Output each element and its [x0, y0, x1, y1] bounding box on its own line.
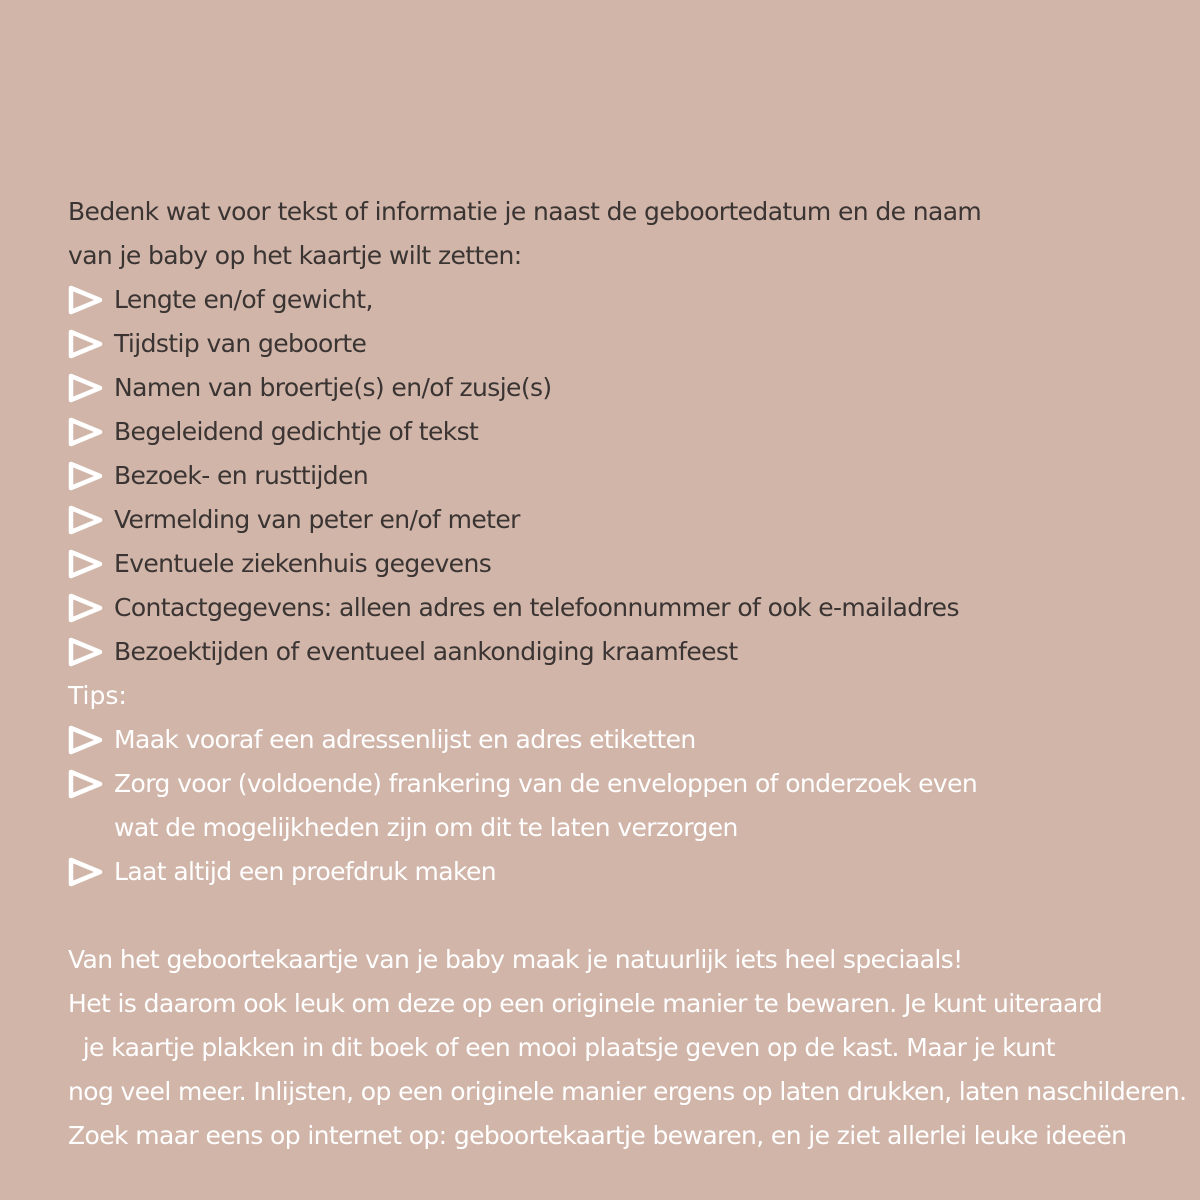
list-item	[68, 322, 1178, 366]
triangle-arrow-icon	[68, 329, 104, 359]
tips-heading: Tips:	[68, 681, 127, 710]
list-item-continuation: wat de mogelijkheden zijn om dit te laten verzorgen	[114, 813, 738, 842]
closing-line: Zoek maar eens op internet op: geboortekaartje bewaren, en je ziet allerlei leuke ideeën	[68, 1121, 1127, 1150]
tips-list	[68, 718, 1178, 894]
list-item-label: Eventuele ziekenhuis gegevens	[114, 549, 492, 578]
list-item	[68, 850, 1178, 894]
list-item	[68, 586, 1178, 630]
list-item	[68, 542, 1178, 586]
spacer	[68, 894, 1178, 938]
triangle-arrow-icon	[68, 461, 104, 491]
triangle-arrow-icon	[68, 373, 104, 403]
triangle-arrow-icon	[68, 857, 104, 887]
list-item	[68, 454, 1178, 498]
closing-line: je kaartje plakken in dit boek of een mooi plaatsje geven op de kast. Maar je kunt	[68, 1033, 1055, 1062]
list-item	[68, 410, 1178, 454]
list-item-label: Lengte en/of gewicht,	[114, 285, 373, 314]
list-item-label: Tijdstip van geboorte	[114, 329, 367, 358]
triangle-arrow-icon	[68, 505, 104, 535]
list-item	[68, 630, 1178, 674]
list-item-label: Vermelding van peter en/of meter	[114, 505, 520, 534]
list-item	[68, 366, 1178, 410]
triangle-arrow-icon	[68, 637, 104, 667]
closing-line: Van het geboortekaartje van je baby maak je natuurlijk iets heel speciaals!	[68, 945, 963, 974]
triangle-arrow-icon	[68, 285, 104, 315]
page-content	[68, 190, 1187, 1158]
triangle-arrow-icon	[68, 769, 104, 799]
closing-line: nog veel meer. Inlijsten, op een originele manier ergens op laten drukken, laten naschilderen.	[68, 1077, 1187, 1106]
closing-line: Het is daarom ook leuk om deze op een originele manier te bewaren. Je kunt uiteraard	[68, 989, 1103, 1018]
list-item-label: Bezoek- en rusttijden	[114, 461, 369, 490]
list-item-label: Begeleidend gedichtje of tekst	[114, 417, 479, 446]
list-item	[68, 278, 1178, 322]
checklist	[68, 278, 1178, 674]
list-item-label: Maak vooraf een adressenlijst en adres etiketten	[114, 725, 696, 754]
triangle-arrow-icon	[68, 725, 104, 755]
list-item-label: Laat altijd een proefdruk maken	[114, 857, 497, 886]
list-item-label: Namen van broertje(s) en/of zusje(s)	[114, 373, 552, 402]
triangle-arrow-icon	[68, 549, 104, 579]
intro-line-2: van je baby op het kaartje wilt zetten:	[68, 241, 522, 270]
list-item	[68, 498, 1178, 542]
triangle-arrow-icon	[68, 417, 104, 447]
triangle-arrow-icon	[68, 593, 104, 623]
list-item-label: Bezoektijden of eventueel aankondiging kraamfeest	[114, 637, 738, 666]
list-item	[68, 718, 1178, 762]
intro-line-1: Bedenk wat voor tekst of informatie je naast de geboortedatum en de naam	[68, 197, 982, 226]
list-item	[68, 762, 1178, 806]
list-item-label: Zorg voor (voldoende) frankering van de enveloppen of onderzoek even	[114, 769, 978, 798]
list-item-label: Contactgegevens: alleen adres en telefoonnummer of ook e-mailadres	[114, 593, 959, 622]
closing-paragraph	[68, 938, 1187, 1158]
